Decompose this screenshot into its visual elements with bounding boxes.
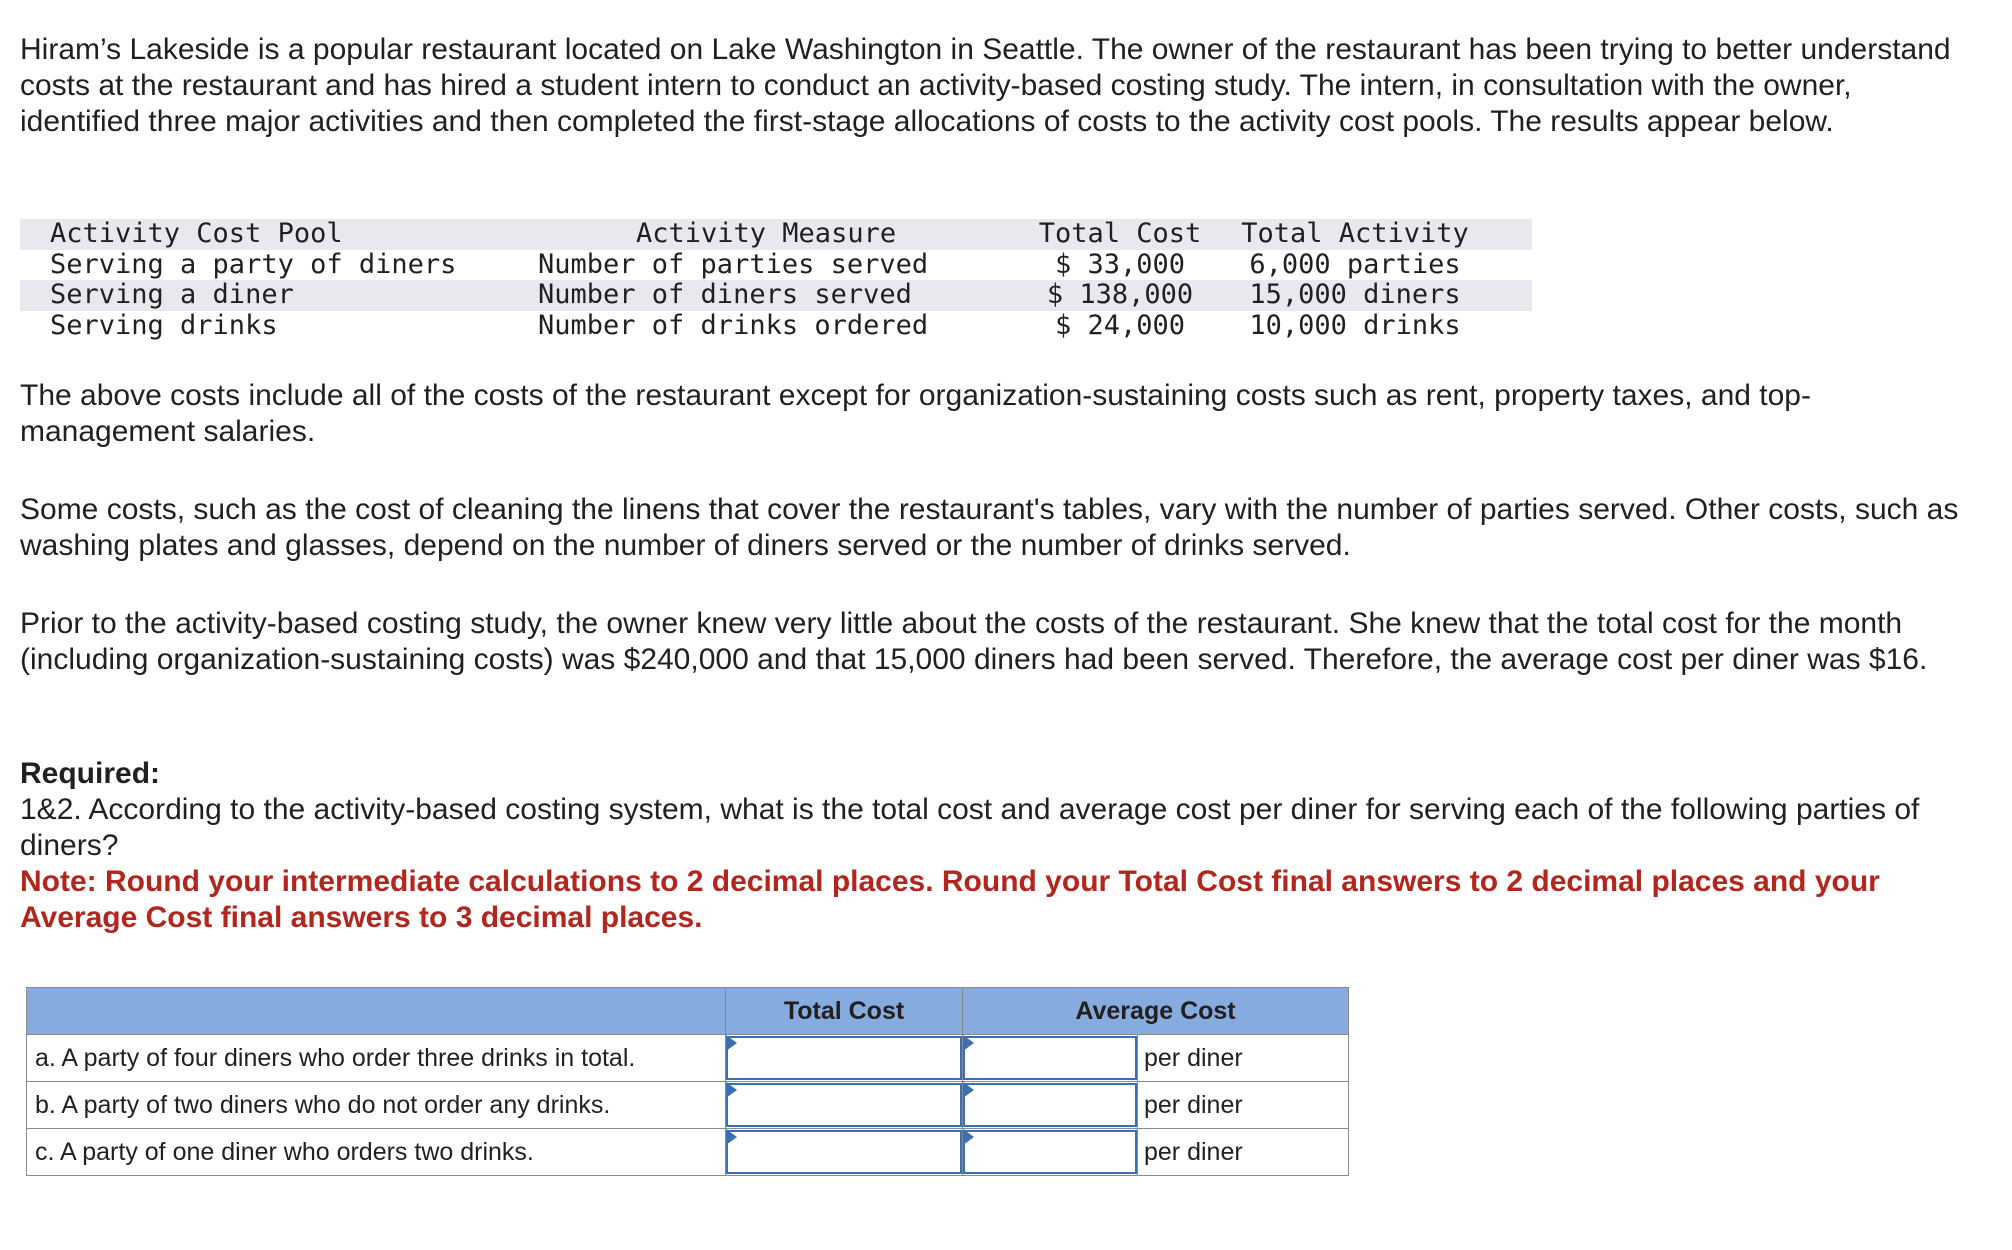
answer-table [26, 987, 1349, 1176]
linens-paragraph: Some costs, such as the cost of cleaning the linens that cover the restaurant's tables, vary with the number of parties served. Other costs, such as washing plates and glasses, depend on the number of diners served or the number of drinks served. [20, 493, 1959, 562]
unit-label: per diner [1138, 1129, 1349, 1176]
required-title: Required: [20, 757, 161, 790]
header-average-cost: Average Cost [963, 988, 1349, 1035]
activity-cost-table [20, 219, 1532, 341]
header-activity-cost-pool: Activity Cost Pool [50, 218, 343, 249]
unit-label: per diner [1138, 1035, 1349, 1082]
cell-measure: Number of parties served [538, 248, 929, 280]
flag-icon [726, 1129, 737, 1145]
header-total-cost: Total Cost [726, 988, 963, 1035]
header-total-activity: Total Activity [1241, 218, 1469, 249]
rounding-note: Note: Round your intermediate calculations to 2 decimal places. Round your Total Cost final answers to 2 decimal places and your Average Cost final answers to 3 decimal places. [20, 865, 1880, 934]
table-row [20, 250, 1532, 281]
flag-icon [726, 1035, 737, 1051]
total-cost-cell [726, 1129, 963, 1176]
total-cost-input-c[interactable] [726, 1130, 962, 1174]
required-question: 1&2. According to the activity-based costing system, what is the total cost and average cost per diner for serving each of the following parties of diners? [20, 793, 1920, 862]
header-blank [27, 988, 726, 1035]
cell-pool: Serving drinks [50, 309, 278, 341]
answer-row-a [27, 1035, 1349, 1082]
cell-activity: 6,000 parties [1249, 248, 1461, 280]
average-cost-input-c[interactable] [963, 1130, 1137, 1174]
answer-row-b [27, 1082, 1349, 1129]
answer-row-c [27, 1129, 1349, 1176]
cell-cost: $ 33,000 [1054, 248, 1186, 280]
intro-paragraph: Hiram’s Lakeside is a popular restaurant located on Lake Washington in Seattle. The owner of the restaurant has been trying to better understand costs at the restaurant and has hired a student intern to conduct an activity-based costing study. The intern, in consultation with the owner, identified three major activities and then completed the first-stage allocations of costs to the activity cost pools. The results appear below. [20, 33, 1951, 138]
required-section [20, 756, 1980, 936]
cell-cost: $ 24,000 [1054, 309, 1186, 341]
flag-icon [963, 1035, 974, 1051]
total-cost-cell [726, 1035, 963, 1082]
cell-activity: 10,000 drinks [1249, 309, 1461, 341]
cell-cost: $ 138,000 [1046, 279, 1194, 310]
costs-note-paragraph: The above costs include all of the costs of the restaurant except for organization-sustaining costs such as rent, property taxes, and top-management salaries. [20, 379, 1811, 448]
total-cost-input-a[interactable] [726, 1036, 962, 1080]
average-cost-cell [963, 1129, 1138, 1176]
row-label: c. A party of one diner who orders two drinks. [27, 1129, 726, 1176]
prior-study-paragraph: Prior to the activity-based costing study, the owner knew very little about the costs of the restaurant. She knew that the total cost for the month (including organization-sustaining costs) was $240,000 and that 15,000 diners had been served. Therefore, the average cost per diner was $16. [20, 607, 1928, 676]
flag-icon [726, 1082, 737, 1098]
flag-icon [963, 1129, 974, 1145]
total-cost-cell [726, 1082, 963, 1129]
average-cost-cell [963, 1082, 1138, 1129]
answer-table-header [27, 988, 1349, 1035]
table-row [20, 311, 1532, 342]
cell-measure: Number of diners served [538, 279, 912, 310]
cell-measure: Number of drinks ordered [538, 309, 929, 341]
cell-pool: Serving a party of diners [50, 248, 457, 280]
row-label: a. A party of four diners who order three drinks in total. [27, 1035, 726, 1082]
average-cost-input-b[interactable] [963, 1083, 1137, 1127]
flag-icon [963, 1082, 974, 1098]
average-cost-input-a[interactable] [963, 1036, 1137, 1080]
table-row [20, 280, 1532, 311]
row-label: b. A party of two diners who do not order any drinks. [27, 1082, 726, 1129]
average-cost-cell [963, 1035, 1138, 1082]
unit-label: per diner [1138, 1082, 1349, 1129]
activity-table-header [20, 219, 1532, 250]
cell-pool: Serving a diner [50, 279, 294, 310]
header-total-cost: Total Cost [1038, 218, 1202, 249]
cell-activity: 15,000 diners [1249, 279, 1461, 310]
total-cost-input-b[interactable] [726, 1083, 962, 1127]
header-activity-measure: Activity Measure [636, 218, 897, 249]
